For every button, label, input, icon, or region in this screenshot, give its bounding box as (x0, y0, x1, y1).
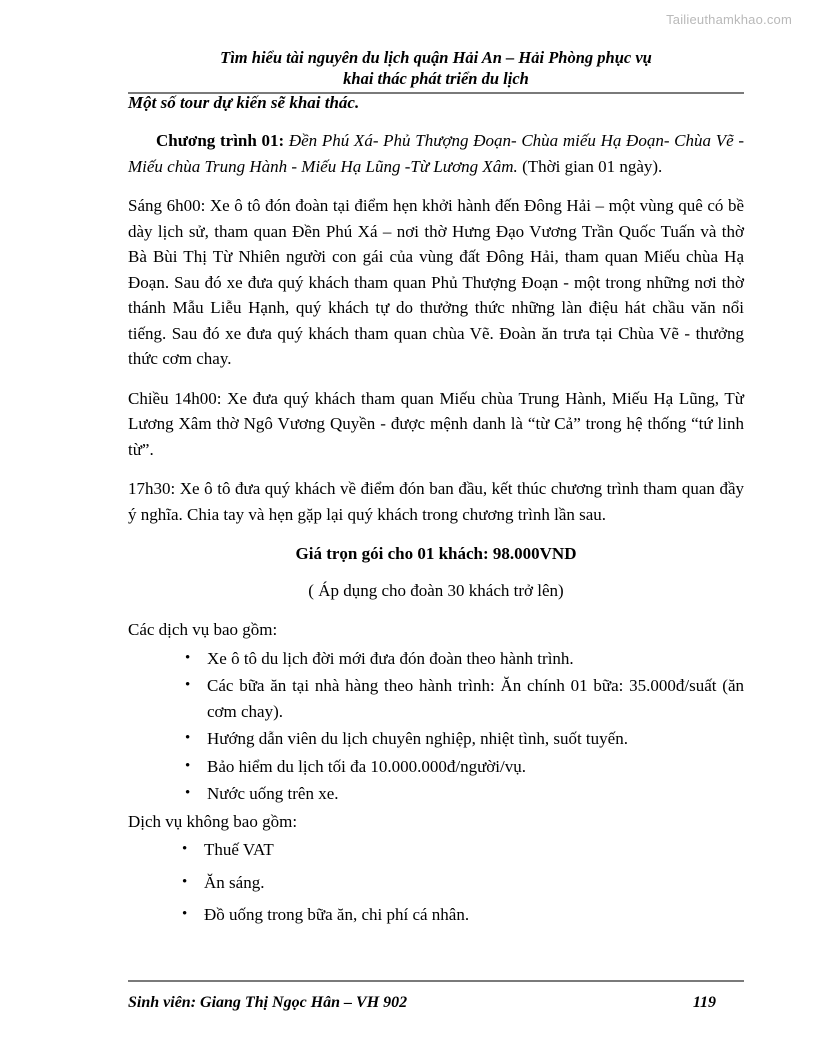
included-services-list (128, 646, 744, 807)
itinerary-paragraph-morning: Sáng 6h00: Xe ô tô đón đoàn tại điểm hẹn khởi hành đến Đông Hải – một vùng quê có bề dày lịch sử, tham quan Đền Phú Xá – nơi thờ Hưng Đạo Vương Trần Quốc Tuấn và thờ Bà Bùi Thị Từ Nhiên người con gái của vùng đất Đông Hải, tham quan Miếu chùa Hạ Đoạn. Sau đó xe đưa quý khách tham quan Phủ Thượng Đoạn - một trong những nơi thờ thánh Mẫu Liễu Hạnh, quý khách tự do thưởng thức những làn điệu hát chầu văn nổi tiếng. Sau đó xe đưa quý khách tham quan chùa Vẽ. Đoàn ăn trưa tại Chùa Vẽ - thưởng thức cơm chay. (128, 196, 744, 368)
list-item: • Bảo hiểm du lịch tối đa 10.000.000đ/người/vụ. (128, 754, 744, 780)
included-services-intro: Các dịch vụ bao gồm: (128, 620, 278, 639)
header-title (128, 47, 744, 89)
itinerary-paragraph-evening: 17h30: Xe ô tô đưa quý khách về điểm đón ban đầu, kết thúc chương trình tham quan đầy ý nghĩa. Chia tay và hẹn gặp lại quý khách trong chương trình lần sau. (128, 479, 744, 524)
list-item: • Xe ô tô du lịch đời mới đưa đón đoàn theo hành trình. (128, 646, 744, 672)
footer-divider (128, 980, 744, 982)
list-item: • Các bữa ăn tại nhà hàng theo hành trình: Ăn chính 01 bữa: 35.000đ/suất (ăn cơm chay). (128, 673, 744, 724)
itinerary-paragraph-afternoon: Chiều 14h00: Xe đưa quý khách tham quan Miếu chùa Trung Hành, Miếu Hạ Lũng, Từ Lương Xâm thờ Ngô Vương Quyền - được mệnh danh là “từ Cả” trong hệ thống “tứ linh từ”. (128, 388, 744, 459)
package-price: Giá trọn gói cho 01 khách: 98.000VND (295, 544, 577, 563)
page-header (128, 47, 744, 94)
list-item: • Hướng dẫn viên du lịch chuyên nghiệp, nhiệt tình, suốt tuyến. (128, 726, 744, 752)
page-number: 119 (692, 994, 716, 1011)
list-item: • Thuế VAT (128, 837, 744, 863)
program-route: Đền Phú Xá- Phủ Thượng Đoạn- Chùa miếu Hạ Đoạn- Chùa Vẽ - Miếu chùa Trung Hành - Miếu Hạ Lũng -Từ Lương Xâm. (128, 131, 744, 176)
page-footer (128, 980, 744, 1012)
list-item: • Nước uống trên xe. (128, 781, 744, 807)
header-title-line-1: Tìm hiểu tài nguyên du lịch quận Hải An – Hải Phòng phục vụ (220, 48, 652, 67)
site-watermark: Tailieuthamkhao.com (666, 12, 792, 27)
footer-author: Sinh viên: Giang Thị Ngọc Hân – VH 902 (128, 994, 408, 1011)
list-item: • Đồ uống trong bữa ăn, chi phí cá nhân. (128, 902, 744, 928)
program-duration: (Thời gian 01 ngày). (517, 156, 663, 176)
footer-row (128, 994, 744, 1012)
header-title-line-2: khai thác phát triển du lịch (343, 69, 529, 88)
section-heading: Một số tour dự kiến sẽ khai thác. (128, 93, 360, 112)
package-price-note: ( Áp dụng cho đoàn 30 khách trở lên) (308, 581, 564, 600)
excluded-services-list (128, 837, 744, 928)
document-body (128, 92, 744, 935)
program-label: Chương trình 01: (156, 131, 285, 150)
list-item: • Ăn sáng. (128, 870, 744, 896)
excluded-services-intro: Dịch vụ không bao gồm: (128, 811, 298, 831)
program-paragraph (128, 128, 744, 179)
